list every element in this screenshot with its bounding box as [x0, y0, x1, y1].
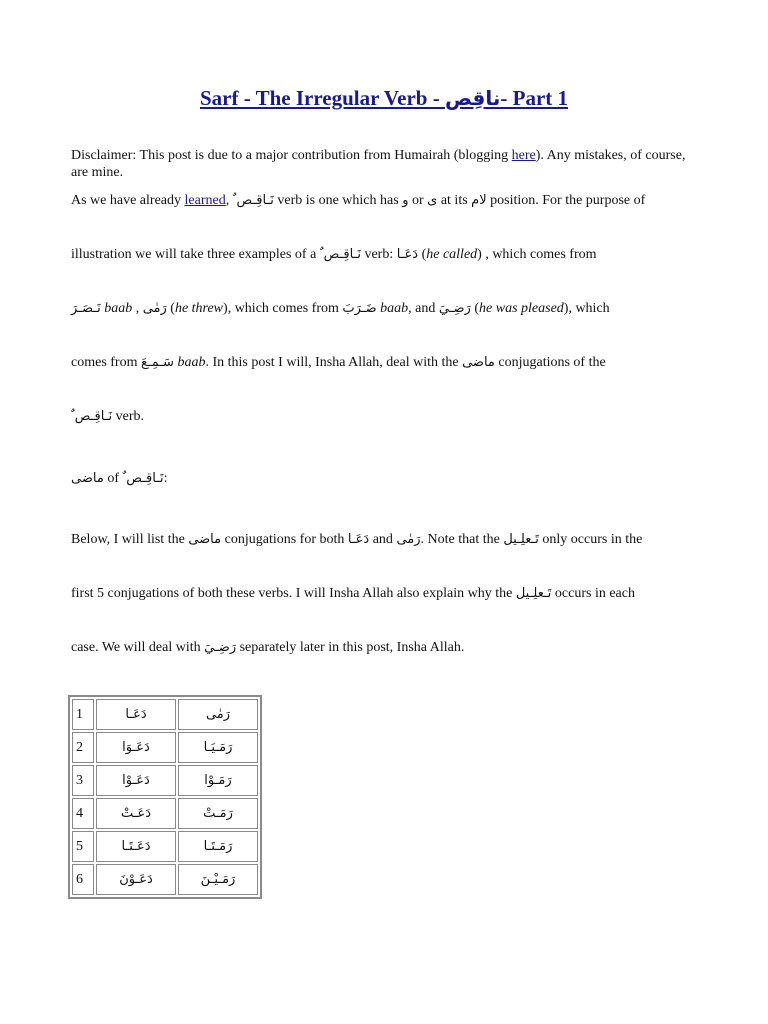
title-arabic: ناقِص — [444, 86, 501, 110]
arabic-radiya: رَضِـيَ — [438, 301, 471, 316]
text: verb. — [112, 409, 145, 424]
text: , — [225, 193, 233, 208]
text: Below, I will list the — [71, 532, 189, 547]
text: or — [408, 193, 428, 208]
translation: he threw — [174, 301, 224, 316]
arabic-madi: ماضى — [462, 355, 495, 370]
table-row — [72, 798, 258, 829]
arabic-samia: سَـمِـعَ — [140, 355, 174, 370]
paragraph-line-7 — [71, 585, 701, 602]
arabic-naqis: نَـاقِـص ٌ — [122, 471, 164, 486]
arabic-talil: تَـعلِـيل — [515, 586, 552, 601]
arabic-ya: ى — [427, 193, 438, 208]
row-number: 2 — [72, 732, 94, 763]
rama-conjugation: رَمَـيْـنَ — [178, 864, 258, 895]
text: ( — [166, 301, 175, 316]
text: occurs in each — [551, 586, 635, 601]
table-row — [72, 732, 258, 763]
text: : — [163, 471, 168, 486]
paragraph-line-3 — [71, 300, 701, 317]
arabic-talil: تَـعلِـيل — [503, 532, 539, 547]
arabic-madi: ماضى — [188, 532, 222, 547]
text: position. For the purpose of — [486, 193, 646, 208]
daa-conjugation: دَعَـتَـا — [96, 831, 176, 862]
text: illustration we will take three examples of a — [71, 247, 320, 262]
row-number: 5 — [72, 831, 94, 862]
text: ( — [470, 301, 480, 316]
paragraph-line-1 — [71, 192, 701, 209]
arabic-daraba: ضَـرَبَ — [342, 301, 377, 316]
text: conjugations for both — [221, 532, 348, 547]
text: ) , which comes from — [477, 247, 597, 262]
text: . Note that the — [420, 532, 504, 547]
arabic-naqis: نَـاقِـص ٌ — [232, 193, 274, 208]
baab-label: baab — [100, 301, 133, 316]
learned-link[interactable]: learned — [184, 193, 226, 208]
paragraph-line-4 — [71, 354, 701, 371]
rama-conjugation: رَمَـوْا — [178, 765, 258, 796]
text: and — [369, 532, 397, 547]
arabic-madi: ماضى — [71, 471, 104, 486]
arabic-rama: رَمٰى — [396, 532, 421, 547]
daa-conjugation: دَعَـوَا — [96, 732, 176, 763]
rama-conjugation: رَمَـيَـا — [178, 732, 258, 763]
section-heading — [71, 470, 701, 487]
arabic-rama: رَمٰى — [142, 301, 167, 316]
text: verb is one which has — [273, 193, 403, 208]
text: As we have already — [71, 193, 185, 208]
row-number: 1 — [72, 699, 94, 730]
daa-conjugation: دَعَـوْا — [96, 765, 176, 796]
arabic-waw: و — [402, 193, 409, 208]
arabic-naqis: نَـاقِـص ٌ — [319, 247, 361, 262]
row-number: 6 — [72, 864, 94, 895]
text: of — [103, 471, 123, 486]
rama-conjugation: رَمَـتْ — [178, 798, 258, 829]
row-number: 3 — [72, 765, 94, 796]
text: verb: — [360, 247, 397, 262]
text: ( — [418, 247, 427, 262]
here-link[interactable]: here — [511, 148, 536, 163]
text: . In this post I will, Insha Allah, deal with the — [205, 355, 463, 370]
page-title — [0, 86, 768, 111]
title-prefix: Sarf - The Irregular Verb - — [199, 86, 445, 110]
baab-label: baab — [173, 355, 206, 370]
text: , and — [408, 301, 439, 316]
translation: he was pleased — [479, 301, 564, 316]
text: , — [132, 301, 143, 316]
rama-conjugation: رَمَـتَـا — [178, 831, 258, 862]
baab-label: baab — [376, 301, 409, 316]
table-row — [72, 864, 258, 895]
row-number: 4 — [72, 798, 94, 829]
paragraph-line-2 — [71, 246, 701, 263]
rama-conjugation: رَمٰى — [178, 699, 258, 730]
paragraph-line-5 — [71, 408, 701, 425]
arabic-naqis: نَـاقِـص ٌ — [71, 409, 113, 424]
text: at its — [437, 193, 472, 208]
disclaimer-text: Disclaimer: This post is due to a major contribution from Humairah (blogging — [71, 148, 512, 163]
paragraph-line-8 — [71, 639, 701, 656]
arabic-daa: دَعَـا — [347, 532, 370, 547]
title-suffix: - Part 1 — [500, 86, 569, 110]
text: conjugations of the — [494, 355, 606, 370]
text: separately later in this post, Insha Allah. — [236, 640, 465, 655]
text: first 5 conjugations of both these verbs. I will Insha Allah also explain why the — [71, 586, 516, 601]
text: comes from — [71, 355, 141, 370]
arabic-radiya: رَضِـيَ — [204, 640, 237, 655]
arabic-lam: لام — [471, 193, 487, 208]
arabic-nasara: نَـصَـرَ — [71, 301, 101, 316]
daa-conjugation: دَعَـا — [96, 699, 176, 730]
paragraph-line-6 — [71, 531, 701, 548]
disclaimer-paragraph — [71, 147, 701, 181]
conjugation-table — [68, 695, 262, 899]
translation: he called — [426, 247, 478, 262]
daa-conjugation: دَعَـتْ — [96, 798, 176, 829]
daa-conjugation: دَعَـوْنَ — [96, 864, 176, 895]
table-row — [72, 831, 258, 862]
table-row — [72, 699, 258, 730]
arabic-daa: دَعَـا — [396, 247, 419, 262]
table-row — [72, 765, 258, 796]
text: case. We will deal with — [71, 640, 205, 655]
text: ), which — [563, 301, 610, 316]
disclaimer-text-end: ). Any mistakes, of course, are mine. — [71, 148, 686, 180]
text: ), which comes from — [223, 301, 343, 316]
text: only occurs in the — [538, 532, 643, 547]
